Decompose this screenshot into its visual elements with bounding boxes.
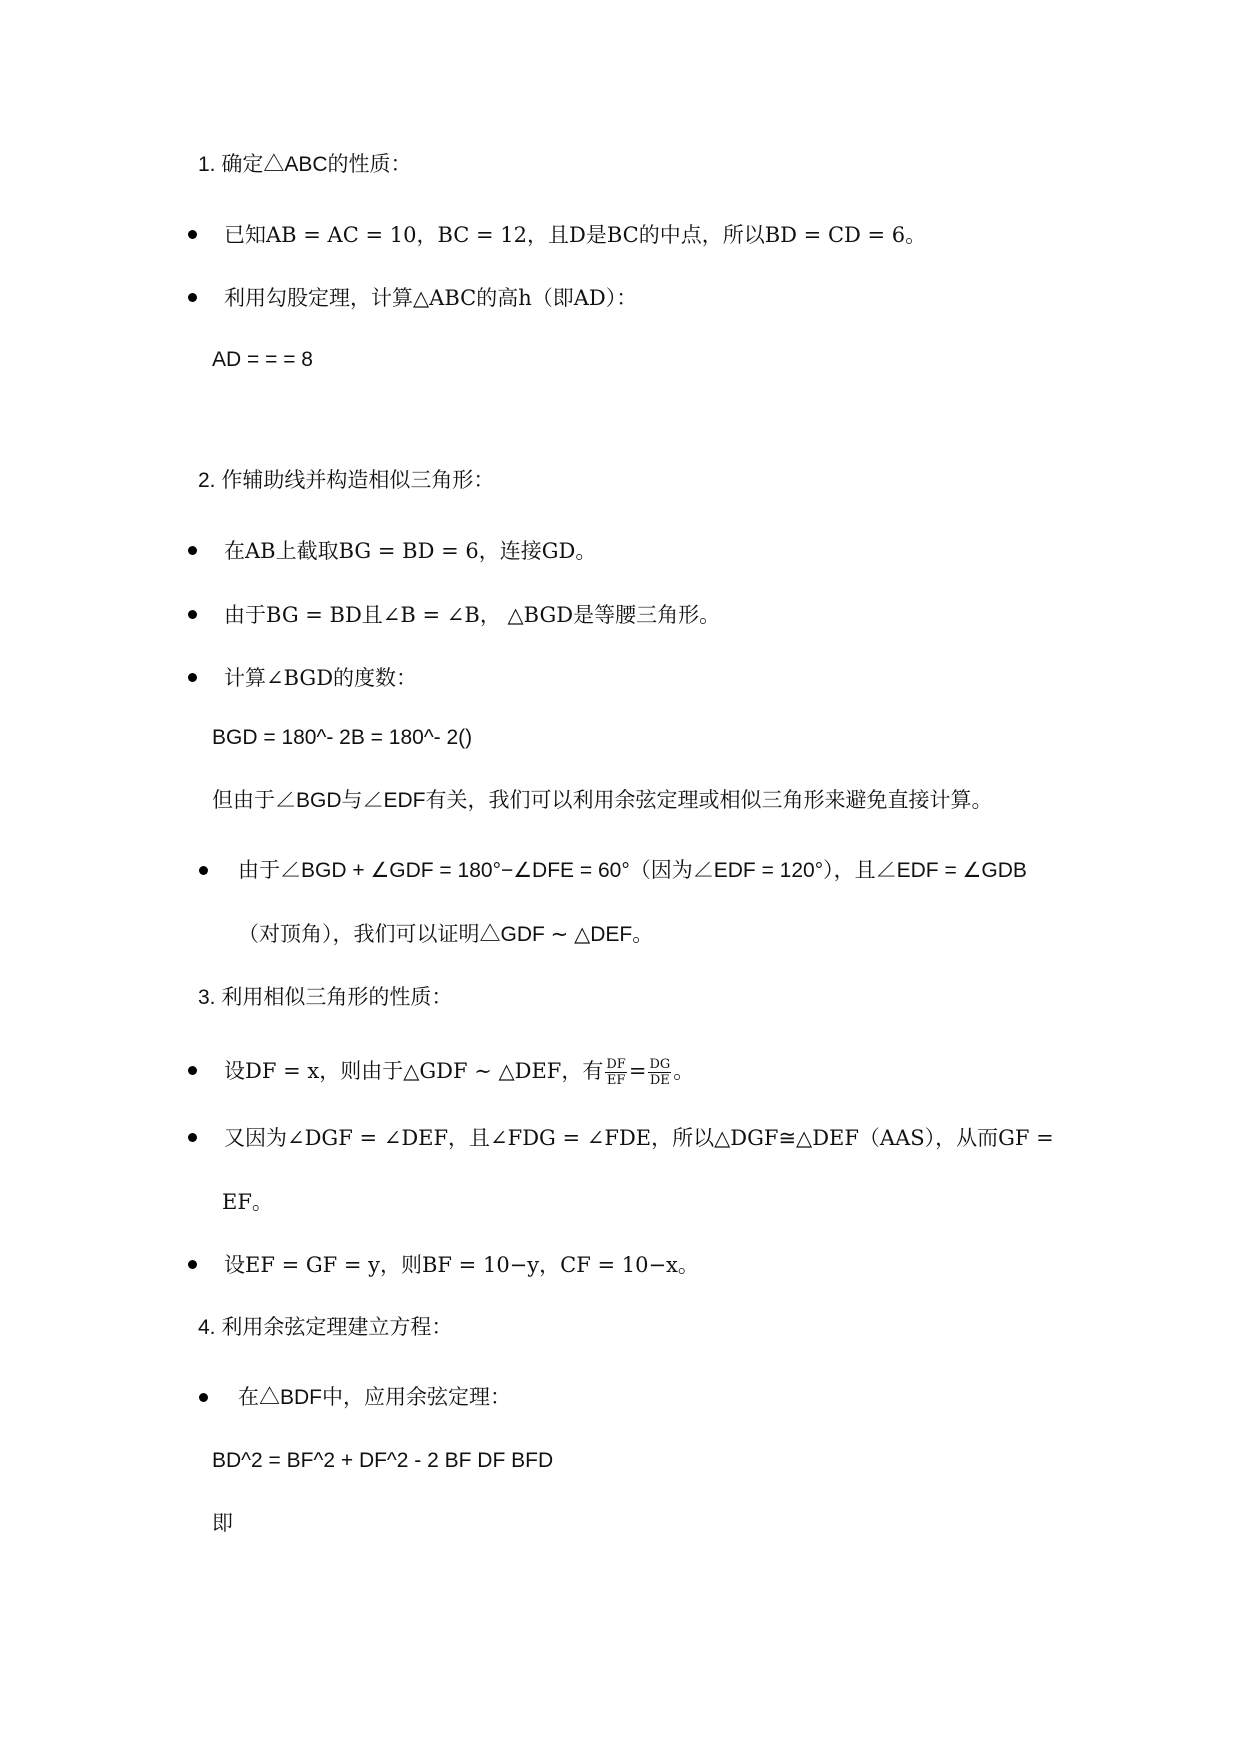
bullet-icon <box>188 293 197 302</box>
section-3-heading: 3. 利用相似三角形的性质： <box>198 986 453 1009</box>
period: 。 <box>673 1059 695 1083</box>
section-4-line-1: 在△BDF中，应用余弦定理： <box>238 1386 511 1409</box>
section-3-line-3: 设EF = GF = y，则BF = 10−y，CF = 10−x。 <box>224 1253 699 1277</box>
section-2-line-1: 在AB上截取BG = BD = 6，连接GD。 <box>224 539 597 563</box>
bullet-icon <box>188 546 197 555</box>
section-2-line-6: 由于∠BGD + ∠GDF = 180°−∠DFE = 60°（因为∠EDF = 120°），且∠EDF = ∠GDB <box>238 859 1027 882</box>
section-1-line-2: 利用勾股定理，计算△ABC的高h（即AD）： <box>224 286 638 310</box>
section-2-line-7: （对顶角），我们可以证明△GDF ∼ △DEF。 <box>238 923 654 946</box>
bullet-icon <box>188 1066 197 1075</box>
fraction-numerator: DG <box>649 1057 671 1072</box>
fraction-denominator: DE <box>649 1073 670 1088</box>
bullet-icon <box>199 866 208 875</box>
bullet-icon <box>188 673 197 682</box>
section-4-line-3: 即 <box>212 1512 233 1535</box>
fraction-denominator: EF <box>606 1073 626 1088</box>
section-4-heading: 4. 利用余弦定理建立方程： <box>198 1316 453 1339</box>
section-2-line-5: 但由于∠BGD与∠EDF有关，我们可以利用余弦定理或相似三角形来避免直接计算。 <box>212 789 993 812</box>
section-1-formula: AD = = = 8 <box>212 348 313 371</box>
bullet-icon <box>188 610 197 619</box>
equals-sign: = <box>628 1059 647 1083</box>
section-3-line-1 <box>224 1056 694 1088</box>
similarity-intro: 设DF = x，则由于△GDF ∼ △DEF，有 <box>224 1059 604 1083</box>
section-4-formula: BD^2 = BF^2 + DF^2 - 2 BF DF BFD <box>212 1449 554 1472</box>
section-3-line-2-cont: EF。 <box>222 1190 273 1214</box>
section-1-line-1: 已知AB = AC = 10，BC = 12，且D是BC的中点，所以BD = CD = 6。 <box>224 223 927 247</box>
section-2-line-2: 由于BG = BD且∠B = ∠B， △BGD是等腰三角形。 <box>224 603 721 627</box>
bullet-icon <box>188 1133 197 1142</box>
section-2-formula: BGD = 180^- 2B = 180^- 2() <box>212 726 473 749</box>
section-2-line-3: 计算∠BGD的度数： <box>224 666 418 690</box>
fraction-dg-de <box>648 1057 671 1088</box>
section-2-heading: 2. 作辅助线并构造相似三角形： <box>198 469 495 492</box>
bullet-icon <box>199 1393 208 1402</box>
fraction-df-ef <box>605 1057 626 1088</box>
section-3-line-2: 又因为∠DGF = ∠DEF，且∠FDG = ∠FDE，所以△DGF≅△DEF（AAS），从而GF = <box>224 1126 1054 1150</box>
fraction-numerator: DF <box>606 1057 626 1072</box>
section-1-heading: 1. 确定△ABC的性质： <box>198 153 412 176</box>
bullet-icon <box>188 230 197 239</box>
bullet-icon <box>188 1260 197 1269</box>
